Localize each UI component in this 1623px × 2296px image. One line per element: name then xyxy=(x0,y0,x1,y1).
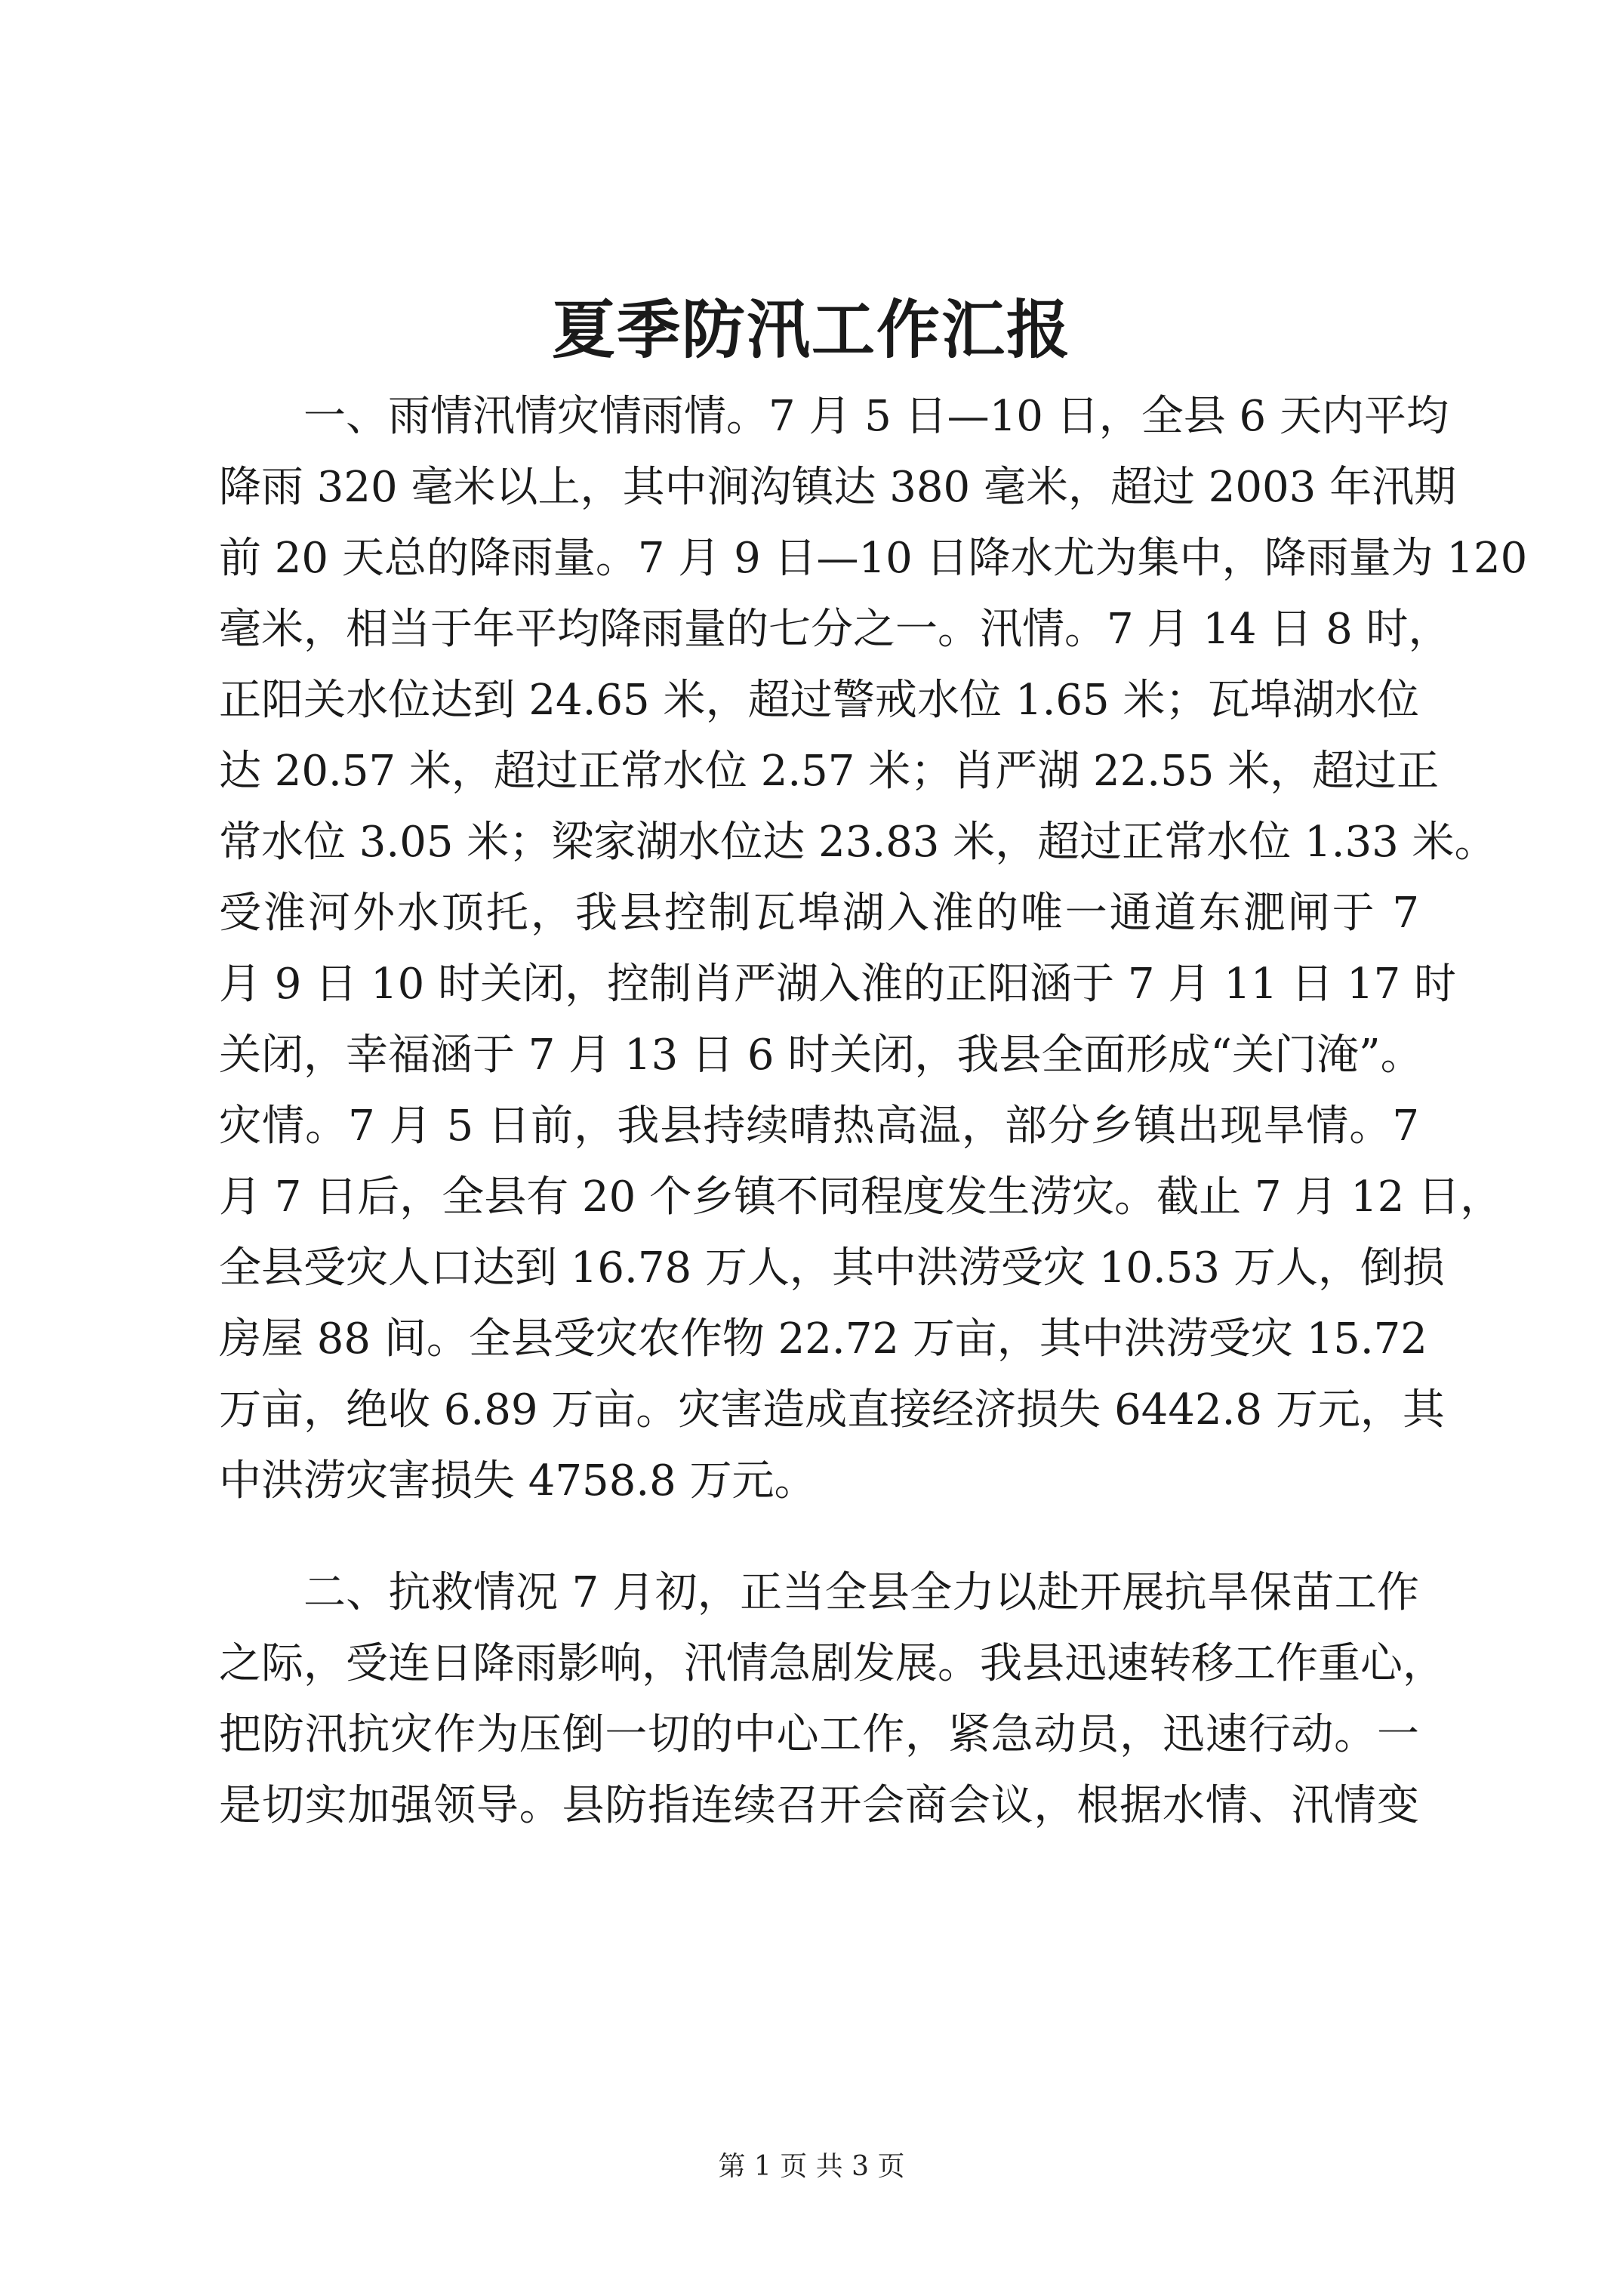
text-line: 达 20.57 米，超过正常水位 2.57 米；肖严湖 22.55 米，超过正 xyxy=(219,747,1440,796)
text-line: 万亩，绝收 6.89 万亩。灾害造成直接经济损失 6442.8 万元，其 xyxy=(219,1385,1445,1435)
text-line: 受淮河外水顶托，我县控制瓦埠湖入淮的唯一通道东淝闸于 7 xyxy=(219,889,1419,938)
text-line: 降雨 320 毫米以上，其中涧沟镇达 380 毫米，超过 2003 年汛期 xyxy=(219,463,1457,512)
text-line: 关闭，幸福涵于 7 月 13 日 6 时关闭，我县全面形成“关门淹”。 xyxy=(219,1031,1423,1080)
text-line: 全县受灾人口达到 16.78 万人，其中洪涝受灾 10.53 万人，倒损 xyxy=(219,1244,1445,1293)
text-line: 前 20 天总的降雨量。7 月 9 日—10 日降水尤为集中，降雨量为 120 xyxy=(219,534,1528,583)
document-body xyxy=(219,381,1528,1841)
text-line: 一、雨情汛情灾情雨情。7 月 5 日—10 日，全县 6 天内平均 xyxy=(303,392,1449,441)
paragraph xyxy=(219,381,1528,1517)
page-footer: 第 1 页 共 3 页 xyxy=(718,2151,905,2182)
text-line: 月 7 日后，全县有 20 个乡镇不同程度发生涝灾。截止 7 月 12 日， xyxy=(219,1173,1503,1222)
page-title: 夏季防汛工作汇报 xyxy=(551,292,1071,367)
text-line: 是切实加强领导。县防指连续召开会商会议，根据水情、汛情变 xyxy=(219,1781,1419,1830)
text-line: 常水位 3.05 米；梁家湖水位达 23.83 米，超过正常水位 1.33 米。 xyxy=(219,818,1497,867)
paragraph-gap xyxy=(219,1517,1419,1558)
paragraph xyxy=(219,1558,1445,1841)
text-line: 毫米，相当于年平均降雨量的七分之一。汛情。7 月 14 日 8 时， xyxy=(219,605,1451,654)
text-line: 中洪涝灾害损失 4758.8 万元。 xyxy=(219,1456,817,1505)
text-line: 二、抗救情况 7 月初，正当全县全力以赴开展抗旱保苗工作 xyxy=(303,1568,1419,1617)
text-line: 灾情。7 月 5 日前，我县持续晴热高温，部分乡镇出现旱情。7 xyxy=(219,1102,1419,1151)
text-line: 房屋 88 间。全县受灾农作物 22.72 万亩，其中洪涝受灾 15.72 xyxy=(219,1314,1427,1364)
text-line: 之际，受连日降雨影响，汛情急剧发展。我县迅速转移工作重心， xyxy=(219,1639,1445,1688)
text-line: 把防汛抗灾作为压倒一切的中心工作，紧急动员，迅速行动。一 xyxy=(219,1710,1419,1759)
text-line: 月 9 日 10 时关闭，控制肖严湖入淮的正阳涵于 7 月 11 日 17 时 xyxy=(219,960,1457,1009)
text-line: 正阳关水位达到 24.65 米，超过警戒水位 1.65 米；瓦埠湖水位 xyxy=(219,676,1419,725)
